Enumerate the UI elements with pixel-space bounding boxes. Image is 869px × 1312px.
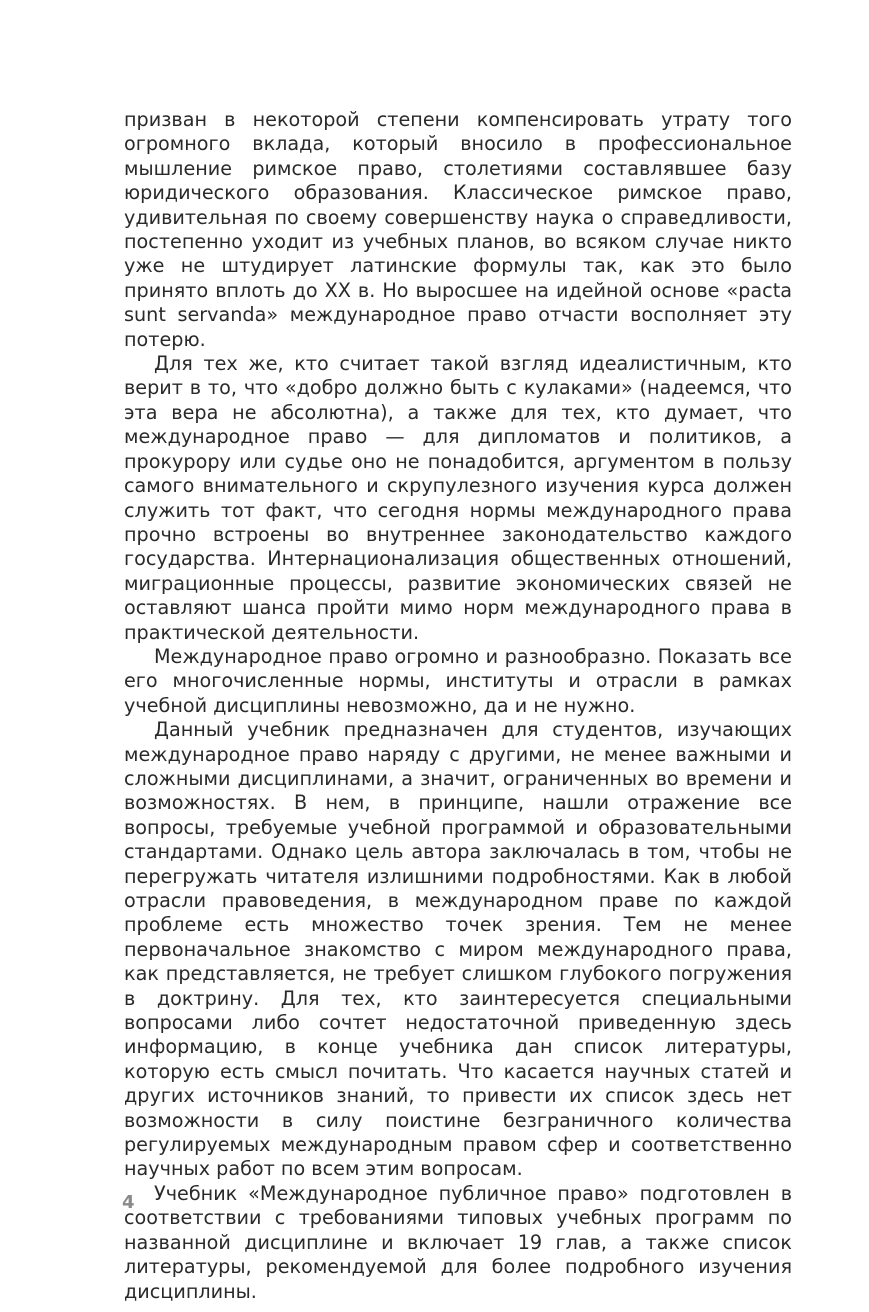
paragraph-3: Международное право огромно и разнообразно. Показать все его многочисленные нормы, институты и отрасли в рамках учебной дисциплины невозможно, да и не нужно. bbox=[124, 644, 792, 717]
paragraph-4: Данный учебник предназначен для студентов, изучающих международное право наряду с другими, не менее важными и сложными дисциплинами, а значит, ограниченных во времени и возможностях. В нем, в принципе, нашли отражение все вопросы, требуемые учебной программой и образовательными стандартами. Однако цель автора заключалась в том, чтобы не перегружать читателя излишними подробностями. Как в любой отрасли правоведения, в международном праве по каждой проблеме есть множество точек зрения. Тем не менее первоначальное знакомство с миром международного права, как представляется, не требует слишком глубокого погружения в доктрину. Для тех, кто заинтересуется специальными вопросами либо сочтет недостаточной приведенную здесь информацию, в конце учебника дан список литературы, которую есть смысл почитать. Что касается научных статей и других источников знаний, то привести их список здесь нет возможности в силу поистине безграничного количества регулируемых международным правом сфер и соответственно научных работ по всем этим вопросам. bbox=[124, 718, 792, 1181]
paragraph-2: Для тех же, кто считает такой взгляд идеалистичным, кто верит в то, что «добро должно быть с кулаками» (надеемся, что эта вера не абсолютна), а также для тех, кто думает, что международное право — для дипломатов и политиков, а прокурору или судье оно не понадобится, аргументом в пользу самого внимательного и скрупулезного изучения курса должен служить тот факт, что сегодня нормы международного права прочно встроены во внутреннее законодательство каждого государства. Интернационализация общественных отношений, миграционные процессы, развитие экономических связей не оставляют шанса пройти мимо норм международного права в практической деятельности. bbox=[124, 352, 792, 644]
paragraph-5: Учебник «Международное публичное право» подготовлен в соответствии с требованиями типовых учебных программ по названной дисциплине и включает 19 глав, а также список литературы, рекомендуемой для более подробного изучения дисциплины. bbox=[124, 1181, 792, 1303]
body-text bbox=[124, 108, 792, 1304]
paragraph-1: призван в некоторой степени компенсировать утрату того огромного вклада, который вносило в профессиональное мышление римское право, столетиями составлявшее базу юридического образования. Классическое римское право, удивительная по своему совершенству наука о справедливости, постепенно уходит из учебных планов, во всяком случае никто уже не штудирует латинские формулы так, как это было принято вплоть до XX в. Но выросшее на идейной основе «pacta sunt servanda» международное право отчасти восполняет эту потерю. bbox=[124, 108, 792, 351]
page-number: 4 bbox=[122, 1192, 135, 1213]
